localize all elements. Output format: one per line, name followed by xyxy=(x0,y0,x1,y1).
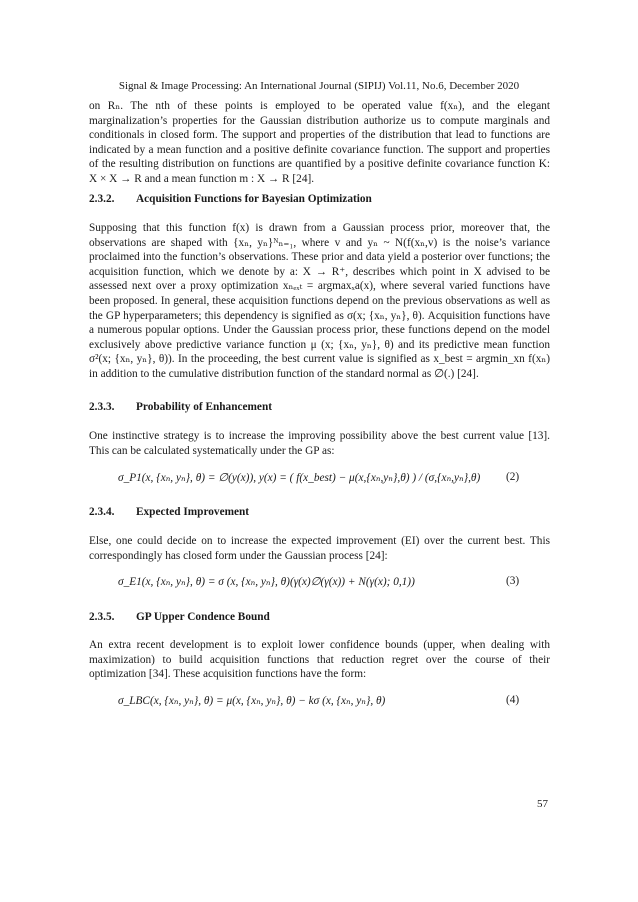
section-title: Acquisition Functions for Bayesian Optimization xyxy=(136,193,372,205)
paragraph-confidence-bound: An extra recent development is to exploit lower confidence bounds (upper, when dealing with maximization) to build acquisition functions that reduction regret over the course of their optimization [34]. These acquisition functions have the form: xyxy=(89,639,550,681)
section-title: GP Upper Condence Bound xyxy=(136,611,270,623)
running-header: Signal & Image Processing: An International Journal (SIPIJ) Vol.11, No.6, December 2020 xyxy=(118,80,520,92)
equation-3: σ_E1(x, {xₙ, yₙ}, θ) = σ (x, {xₙ, yₙ}, θ)(γ(x)∅(γ(x)) + N(γ(x); 0,1)) xyxy=(118,576,415,588)
section-number: 2.3.3. xyxy=(89,401,115,413)
section-heading-2-3-5 xyxy=(89,611,270,623)
section-heading-2-3-4 xyxy=(89,506,249,518)
equation-number-4: (4) xyxy=(506,694,520,706)
equation-2: σ_P1(x, {xₙ, yₙ}, θ) = ∅(y(x)), y(x) = ( f(x_best) − μ(x,{xₙ,yₙ},θ) ) / (σ,{xₙ,yₙ},θ) xyxy=(118,472,481,484)
section-heading-2-3-3 xyxy=(89,401,272,413)
equation-number-2: (2) xyxy=(506,471,520,483)
section-heading-2-3-2 xyxy=(89,193,372,205)
page-number: 57 xyxy=(537,798,548,810)
paragraph-gp-marginals: on Rₙ. The nth of these points is employed to be operated value f(xₙ), and the elegant marginalization’s properties for the Gaussian distribution authorize us to compute marginals and conditionals in closed form. The support and properties of the distribution that lead to functions are indicated by a mean function and a positive definite covariance function. The support and properties of the resulting distribution on functions are quantified by a positive definite covariance function K: X × X → R and a mean function m : X → R [24]. xyxy=(89,100,550,185)
paragraph-acquisition-functions: Supposing that this function f(x) is drawn from a Gaussian process prior, moreover that, the observations are shaped with {xₙ, yₙ}ᴺₙ₌₁, where v and yₙ ~ N(f(xₙ,v) is the noise’s variance proclaimed into the function’s observations. These prior and data yield a posterior over functions; the acquisition function, which we denote by a: X → R⁺, describes which point in X advised to be assessed next over a proxy optimization xₙₑₓₜ = argmaxₓa(x), where several varied functions have been proposed. In general, these acquisition functions depend on the previous observations as well as the GP hyperparameters; this dependency is signified as σ(x; {xₙ, yₙ}, θ). Acquisition functions have a numerous popular options. Under the Gaussian process prior, these functions depend on the model exclusively above predictive variance function μ (x; {xₙ, yₙ}, θ) and its predictive mean function σ²(x; {xₙ, yₙ}, θ)). In the proceeding, the best current value is signified as x_best = argmin_xn f(xₙ) in addition to the cumulative distribution function of the standard normal as ∅(.) [24]. xyxy=(89,222,550,380)
section-title: Expected Improvement xyxy=(136,506,250,518)
equation-number-3: (3) xyxy=(506,575,520,587)
equation-4: σ_LBC(x, {xₙ, yₙ}, θ) = μ(x, {xₙ, yₙ}, θ) − kσ (x, {xₙ, yₙ}, θ) xyxy=(118,695,386,707)
section-number: 2.3.2. xyxy=(89,193,115,205)
section-number: 2.3.5. xyxy=(89,611,115,623)
section-number: 2.3.4. xyxy=(89,506,115,518)
paragraph-expected-improvement: Else, one could decide on to increase the expected improvement (EI) over the current best. This correspondingly has closed form under the Gaussian process [24]: xyxy=(89,535,550,562)
paragraph-probability-enhancement: One instinctive strategy is to increase the improving possibility above the best current value [13]. This can be calculated systematically under the GP as: xyxy=(89,430,550,457)
section-title: Probability of Enhancement xyxy=(136,401,272,413)
